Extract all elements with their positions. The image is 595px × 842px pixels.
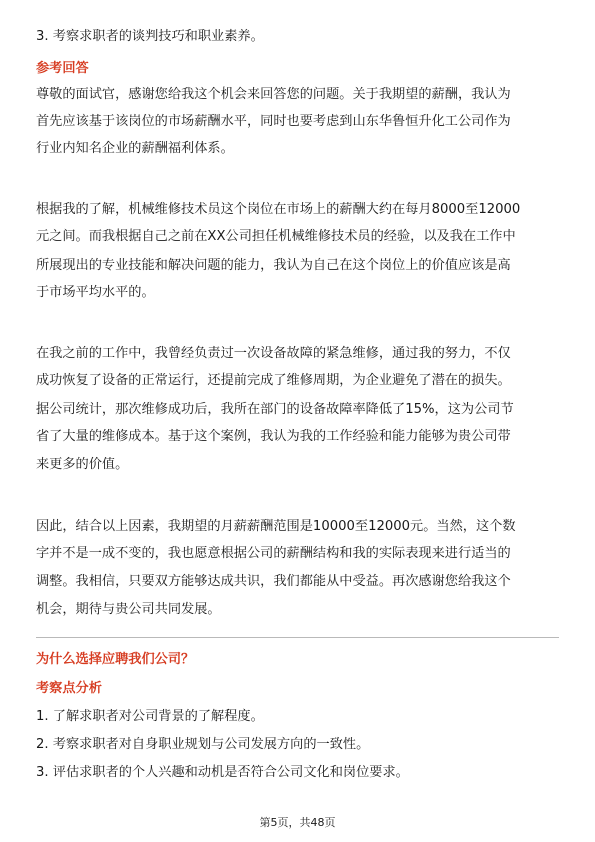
analysis-heading: 考察点分析 [36,681,102,696]
answer-p4-line: 机会，期待与贵公司共同发展。 [36,602,221,617]
answer-p3-line: 在我之前的工作中，我曾经负责过一次设备故障的紧急维修，通过我的努力，不仅 [36,346,511,361]
answer-p2-line: 根据我的了解，机械维修技术员这个岗位在市场上的薪酬大约在每月8000至12000 [36,202,521,217]
answer-p3-line: 来更多的价值。 [36,457,129,472]
answer-p3-line: 据公司统计，那次维修成功后，我所在部门的设备故障率降低了15%，这为公司节 [36,402,514,417]
answer-heading: 参考回答 [36,61,89,76]
prev-point-3: 3. 考察求职者的谈判技巧和职业素养。 [36,29,264,44]
section-divider [36,637,559,638]
answer-p1-line: 尊敬的面试官，感谢您给我这个机会来回答您的问题。关于我期望的薪酬，我认为 [36,87,511,102]
answer-p4-line: 因此，结合以上因素，我期望的月薪薪酬范围是10000至12000元。当然，这个数 [36,519,516,534]
question-title: 为什么选择应聘我们公司？ [36,652,195,667]
analysis-point: 3. 评估求职者的个人兴趣和动机是否符合公司文化和岗位要求。 [36,765,409,780]
answer-p2-line: 所展现出的专业技能和解决问题的能力，我认为自己在这个岗位上的价值应该是高 [36,258,511,273]
answer-p3-line: 省了大量的维修成本。基于这个案例，我认为我的工作经验和能力能够为贵公司带 [36,429,511,444]
analysis-point: 2. 考察求职者对自身职业规划与公司发展方向的一致性。 [36,737,370,752]
answer-p1-line: 行业内知名企业的薪酬福利体系。 [36,141,234,156]
answer-p3-line: 成功恢复了设备的正常运行，还提前完成了维修周期，为企业避免了潜在的损失。 [36,373,511,388]
page-number: 第5页，共48页 [259,816,336,829]
answer-p4-line: 字并不是一成不变的，我也愿意根据公司的薪酬结构和我的实际表现来进行适当的 [36,546,511,561]
answer-p2-line: 于市场平均水平的。 [36,285,155,300]
analysis-point: 1. 了解求职者对公司背景的了解程度。 [36,709,264,724]
answer-p1-line: 首先应该基于该岗位的市场薪酬水平，同时也要考虑到山东华鲁恒升化工公司作为 [36,114,511,129]
answer-p4-line: 调整。我相信，只要双方能够达成共识，我们都能从中受益。再次感谢您给我这个 [36,574,511,589]
answer-p2-line: 元之间。而我根据自己之前在XX公司担任机械维修技术员的经验，以及我在工作中 [36,229,516,244]
